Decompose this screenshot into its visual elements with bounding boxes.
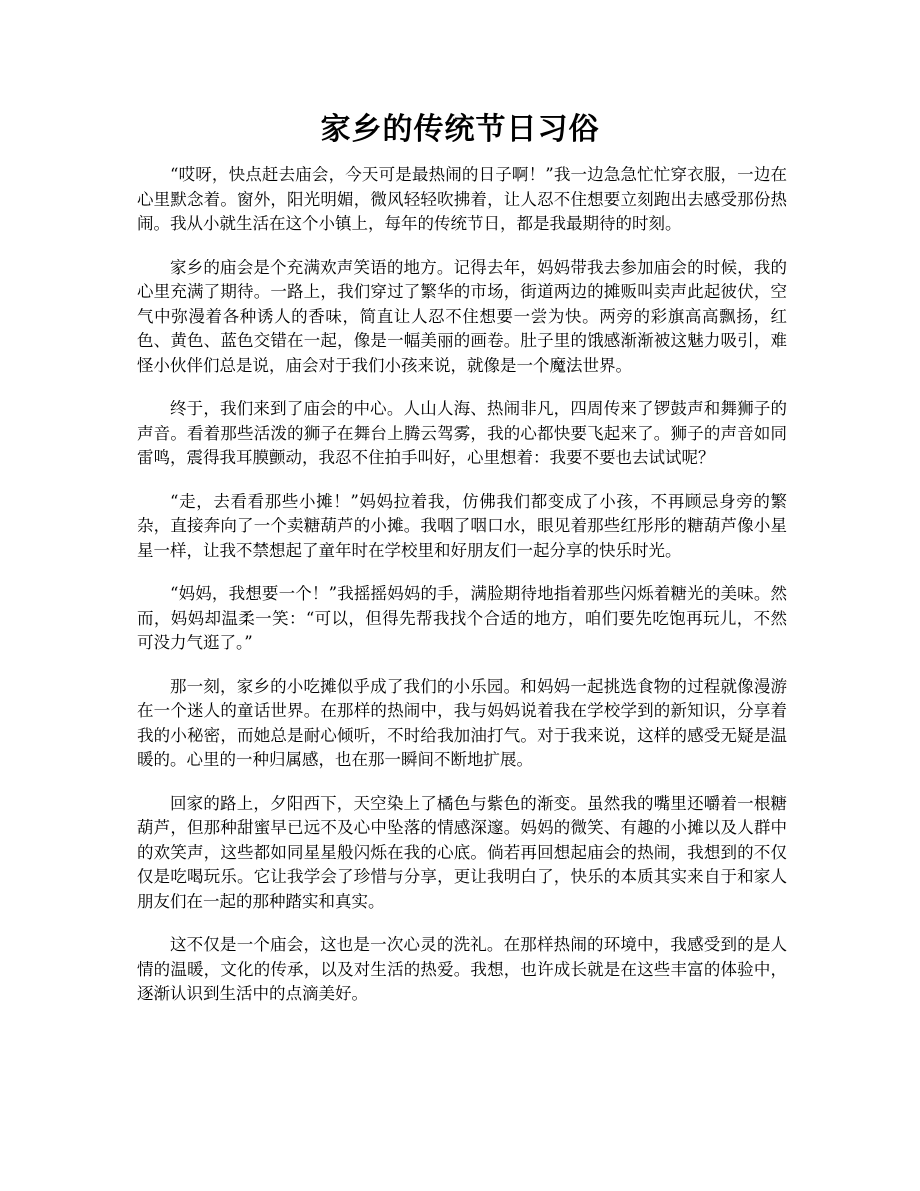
paragraph-8: 这不仅是一个庙会，这也是一次心灵的洗礼。在那样热闹的环境中，我感受到的是人情的温暖，文化的传承，以及对生活的热爱。我想，也许成长就是在这些丰富的体验中，逐渐认识到生活中的点滴美好。 [137,935,787,1003]
paragraph-3: 终于，我们来到了庙会的中心。人山人海、热闹非凡，四周传来了锣鼓声和舞狮子的声音。看着那些活泼的狮子在舞台上腾云驾雾，我的心都快要飞起来了。狮子的声音如同雷鸣，震得我耳膜颤动，我忍不住拍手叫好，心里想着：我要不要也去试试呢？ [137,399,787,467]
paragraph-6: 那一刻，家乡的小吃摊似乎成了我们的小乐园。和妈妈一起挑选食物的过程就像漫游在一个迷人的童话世界。在那样的热闹中，我与妈妈说着我在学校学到的新知识，分享着我的小秘密，而她总是耐心倾听，不时给我加油打气。对于我来说，这样的感受无疑是温暖的。心里的一种归属感，也在那一瞬间不断地扩展。 [137,676,787,769]
article-body [137,163,787,1026]
paragraph-4: “走，去看看那些小摊！”妈妈拉着我，仿佛我们都变成了小孩，不再顾忌身旁的繁杂，直接奔向了一个卖糖葫芦的小摊。我咽了咽口水，眼见着那些红彤彤的糖葫芦像小星星一样，让我不禁想起了童年时在学校里和好朋友们一起分享的快乐时光。 [137,491,787,560]
paragraph-2: 家乡的庙会是个充满欢声笑语的地方。记得去年，妈妈带我去参加庙会的时候，我的心里充满了期待。一路上，我们穿过了繁华的市场，街道两边的摊贩叫卖声此起彼伏，空气中弥漫着各种诱人的香味，简直让人忍不住想要一尝为快。两旁的彩旗高高飘扬，红色、黄色、蓝色交错在一起，像是一幅美丽的画卷。肚子里的饿感渐渐被这魅力吸引，难怪小伙伴们总是说，庙会对于我们小孩来说，就像是一个魔法世界。 [137,257,787,375]
paragraph-7: 回家的路上，夕阳西下，天空染上了橘色与紫色的渐变。虽然我的嘴里还嚼着一根糖葫芦，但那种甜蜜早已远不及心中坠落的情感深邃。妈妈的微笑、有趣的小摊以及人群中的欢笑声，这些都如同星星般闪烁在我的心底。倘若再回想起庙会的热闹，我想到的不仅仅是吃喝玩乐。它让我学会了珍惜与分享，更让我明白了，快乐的本质其实来自于和家人朋友们在一起的那种踏实和真实。 [137,793,787,911]
paragraph-5: “妈妈，我想要一个！”我摇摇妈妈的手，满脸期待地指着那些闪烁着糖光的美味。然而，妈妈却温柔一笑：“可以，但得先帮我找个合适的地方，咱们要先吃饱再玩儿，不然可没力气逛了。” [137,584,787,652]
page-title: 家乡的传统节日习俗 [320,112,600,147]
paragraph-1: “哎呀，快点赶去庙会，今天可是最热闹的日子啊！”我一边急急忙忙穿衣服，一边在心里默念着。窗外，阳光明媚，微风轻轻吹拂着，让人忍不住想要立刻跑出去感受那份热闹。我从小就生活在这个小镇上，每年的传统节日，都是我最期待的时刻。 [137,165,787,233]
